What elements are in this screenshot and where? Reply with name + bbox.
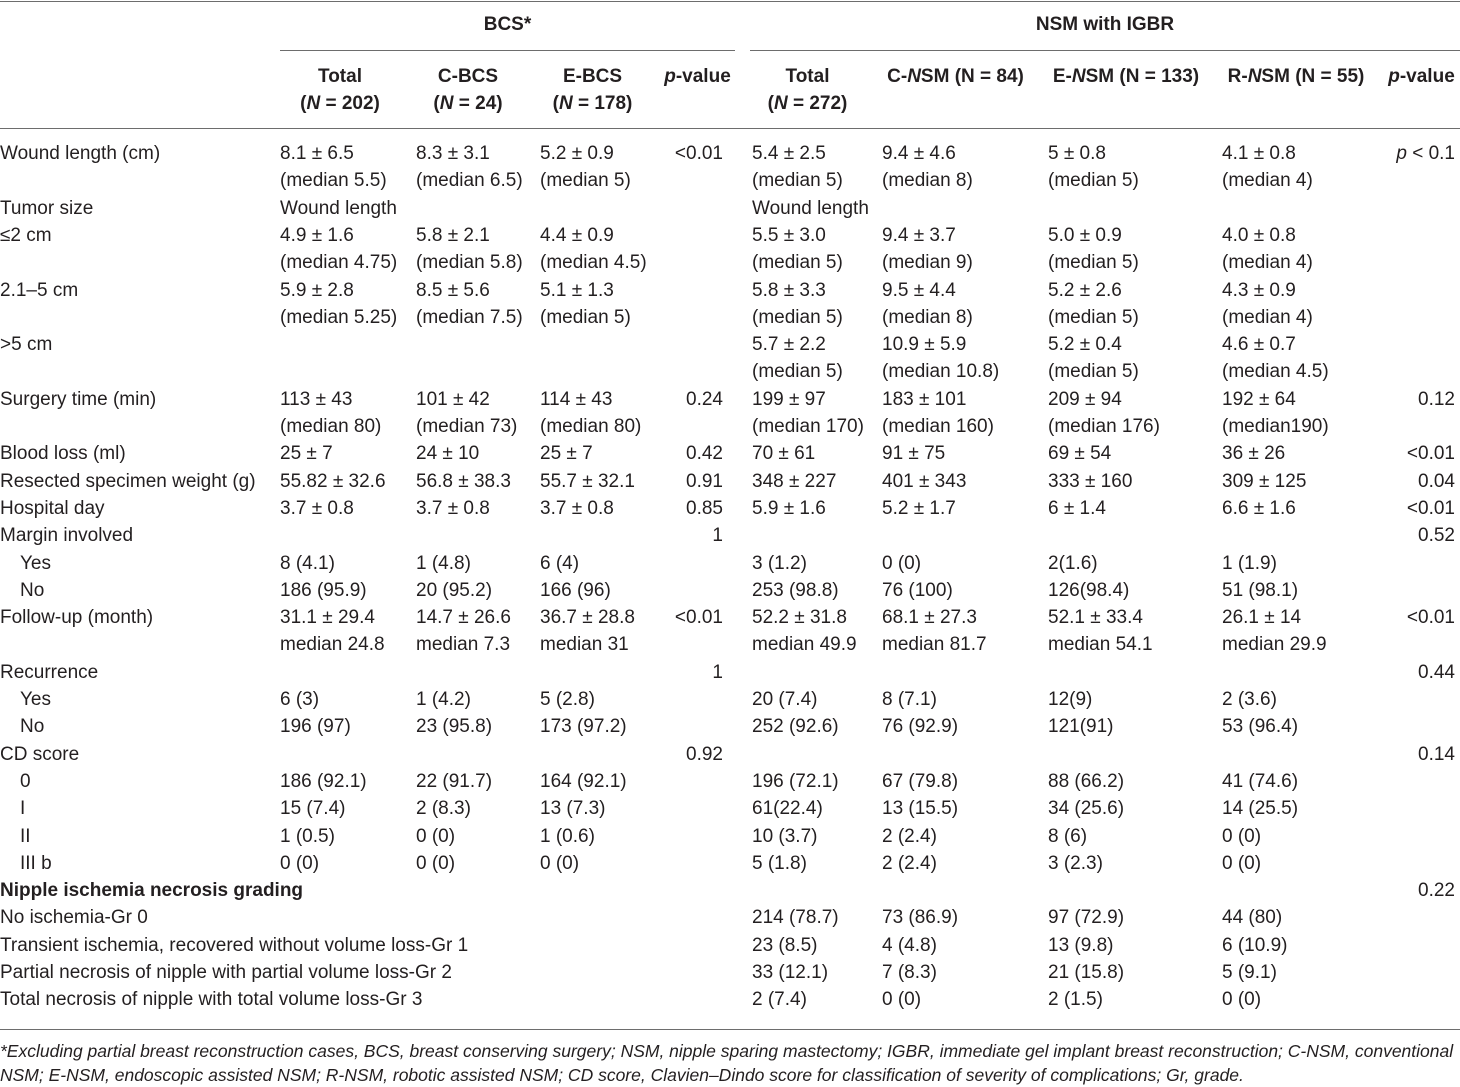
table-cell: <0.01 [674,143,723,164]
table-cell: 5.9 ± 1.6 [752,497,826,519]
table-cell: 8 (6) [1048,825,1088,847]
table-cell: 0 (0) [1222,825,1262,847]
table-cell: 5.7 ± 2.2 (median 5) [752,334,843,383]
table-cell: 186 (92.1) [280,770,367,792]
table-cell: 1 [712,661,723,683]
nsm-group-rule [750,50,1460,51]
table-row [0,440,1460,467]
table-cell: 36 ± 26 [1222,443,1286,465]
header-rule [0,128,1460,129]
table-cell: 5.8 ± 3.3 (median 5) [752,279,843,328]
col-r-nsm: R-NSM (N = 55) [1227,66,1365,87]
table-cell: 1 (4.2) [416,689,471,710]
table-cell: 0 (0) [882,989,922,1011]
table-cell: 24 ± 10 [416,443,480,465]
table-cell: 0 (0) [280,852,320,874]
table-row [0,932,1460,959]
table-cell: 31.1 ± 29.4 median 24.8 [280,607,385,656]
table-cell: 0.14 [1418,743,1455,765]
table-footnote: *Excluding partial breast reconstruction cases, BCS, breast conserving surgery; NSM, nipple sparing mastectomy; IGBR, immediate gel implant breast reconstruction; C-NSM, conventional NSM; E-NSM, endoscopic assisted NSM; R-NSM, robotic assisted NSM; CD score, Clavien–Dindo score for classification of severity of complications; Gr, grade. [0,1041,1454,1085]
table-cell: p < 0.1 [1396,143,1455,164]
table-cell: 166 (96) [540,579,611,601]
col-e-bcs: E-BCS (N = 178) [552,66,633,115]
table-cell: 23 (8.5) [752,934,818,956]
table-row [0,904,1460,931]
table-cell: 15 (7.4) [280,798,346,820]
table-cell: 6 (3) [280,689,320,710]
table-cell: 214 (78.7) [752,907,839,929]
table-cell: 8.5 ± 5.6 (median 7.5) [416,279,523,328]
table-cell: 33 (12.1) [752,962,829,983]
table-cell: 3.7 ± 0.8 [280,497,354,519]
table-row [0,222,1460,277]
table-row [0,741,1460,768]
col-nsm-pvalue: p-value [1388,66,1455,87]
row-label: Hospital day [0,497,105,519]
row-label: Partial necrosis of nipple with partial volume loss-Gr 2 [0,962,452,983]
col-nsm-total: Total (N = 272) [767,66,848,115]
table-cell: 55.82 ± 32.6 [280,470,386,492]
table-row [0,331,1460,386]
table-cell: 2(1.6) [1048,552,1098,574]
table-cell: 55.7 ± 32.1 [540,470,635,492]
table-cell: 5 (1.8) [752,852,807,874]
column-headers [0,63,1460,123]
table-cell: 253 (98.8) [752,579,839,601]
table-row [0,986,1460,1013]
table-row [0,659,1460,686]
table-cell: 52.1 ± 33.4 median 54.1 [1048,607,1153,656]
table-cell: 4.1 ± 0.8 (median 4) [1222,143,1313,192]
table-cell: 3 (2.3) [1048,852,1103,874]
table-cell: 2 (7.4) [752,989,807,1011]
table-cell: 1 (0.6) [540,825,595,847]
table-cell: 4.9 ± 1.6 (median 4.75) [280,224,398,274]
table-cell: 69 ± 54 [1048,443,1112,465]
table-row [0,195,1460,222]
table-cell: 5.2 ± 2.6 (median 5) [1048,279,1139,328]
table-cell: 20 (95.2) [416,579,493,601]
table-cell: 0 (0) [1222,852,1262,874]
table-cell: 13 (7.3) [540,798,606,820]
table-cell: 0.85 [686,497,723,519]
table-cell: 3 (1.2) [752,552,807,574]
table-cell: 0.04 [1418,470,1455,492]
table-cell: 76 (92.9) [882,716,959,738]
row-label: Surgery time (min) [0,388,157,410]
table-cell: 121(91) [1048,716,1114,738]
table-cell: 36.7 ± 28.8 median 31 [540,607,635,656]
table-cell: 34 (25.6) [1048,798,1125,820]
table-cell: 0.91 [686,470,723,492]
table-cell: 101 ± 42 (median 73) [416,388,518,437]
table-cell: 348 ± 227 [752,470,837,492]
n-total-bcs: (N = 202) [300,93,380,115]
table-cell: 52.2 ± 31.8 median 49.9 [752,607,857,656]
row-label: Nipple ischemia necrosis grading [0,880,304,902]
table-cell: 114 ± 43 (median 80) [540,388,642,437]
table-cell: 3.7 ± 0.8 [540,497,614,519]
bcs-group-header: BCS* [483,14,532,35]
table-cell: <0.01 [674,607,723,629]
table-cell: 5 (9.1) [1222,962,1277,983]
table-row [0,686,1460,713]
table-cell: 8.3 ± 3.1 (median 6.5) [416,143,523,192]
table-cell: 6 (4) [540,552,580,574]
table-cell: 8 (7.1) [882,689,937,710]
row-label: Tumor size [0,197,94,219]
top-rule [0,1,1460,2]
table-row [0,577,1460,604]
table-cell: 5 (2.8) [540,689,595,710]
table-cell: <0.01 [1406,443,1455,465]
table-cell: 401 ± 343 [882,470,967,492]
table-cell: 173 (97.2) [540,716,627,738]
table-cell: 2 (2.4) [882,825,937,847]
table-cell: 76 (100) [882,579,953,601]
table-cell: 4.4 ± 0.9 (median 4.5) [540,224,647,274]
row-label: Total necrosis of nipple with total volume loss-Gr 3 [0,989,423,1011]
table-cell: 6 (10.9) [1222,934,1288,956]
table-cell: 4.3 ± 0.9 (median 4) [1222,279,1313,328]
row-label: 0 [20,770,31,792]
table-cell: 68.1 ± 27.3 median 81.7 [882,607,987,656]
row-label: Follow-up (month) [0,607,154,629]
table-cell: <0.01 [1406,497,1455,519]
row-label: I [20,798,26,820]
table-cell: 67 (79.8) [882,770,959,792]
table-row [0,495,1460,522]
row-label: Yes [20,552,51,574]
table-cell: 1 (0.5) [280,825,335,847]
table-cell: 5 ± 0.8 (median 5) [1048,143,1139,192]
table-cell: 5.0 ± 0.9 (median 5) [1048,224,1139,274]
table-cell: 196 (72.1) [752,770,839,792]
row-label: Resected specimen weight (g) [0,470,256,492]
table-cell: 44 (80) [1222,907,1283,929]
table-cell: 209 ± 94 (median 176) [1048,388,1160,437]
table-cell: 0.42 [686,443,723,465]
table-cell: 21 (15.8) [1048,962,1125,983]
table-cell: Wound length [280,197,397,219]
table-cell: 6 ± 1.4 [1048,497,1106,519]
row-label: II [20,825,31,847]
row-label: III b [20,852,52,874]
table-cell: 1 (4.8) [416,552,471,574]
table-row [0,386,1460,441]
table-cell: 1 (1.9) [1222,552,1277,574]
table-cell: 10.9 ± 5.9 (median 10.8) [882,334,1000,383]
row-label: ≤2 cm [0,224,52,246]
table-row [0,522,1460,549]
table-row [0,550,1460,577]
table-cell: 113 ± 43 (median 80) [280,388,382,437]
table-row [0,468,1460,495]
table-cell: 12(9) [1048,689,1093,710]
row-label: Wound length (cm) [0,143,161,164]
table-cell: 5.9 ± 2.8 (median 5.25) [280,279,398,328]
table-cell: 0.12 [1418,388,1455,410]
bcs-group-rule [280,50,735,51]
table-cell: 23 (95.8) [416,716,493,738]
table-cell: 9.4 ± 3.7 (median 9) [882,224,973,274]
table-cell: 6.6 ± 1.6 [1222,497,1296,519]
row-label: CD score [0,743,80,765]
table-cell: 5.4 ± 2.5 (median 5) [752,143,843,192]
table-cell: 1 [712,525,723,547]
row-label: Transient ischemia, recovered without volume loss-Gr 1 [0,934,469,956]
table-cell: 9.5 ± 4.4 (median 8) [882,279,973,328]
table-row [0,604,1460,659]
row-label: Recurrence [0,661,99,683]
table-cell: 4 (4.8) [882,934,937,956]
table-cell: 0.44 [1418,661,1455,683]
table-cell: 25 ± 7 [280,443,333,465]
table-cell: 61(22.4) [752,798,823,820]
table-cell: 73 (86.9) [882,907,959,929]
table-cell: 0.22 [1418,880,1455,902]
table-cell: 4.6 ± 0.7 (median 4.5) [1222,334,1329,383]
row-label: Margin involved [0,525,134,547]
col-bcs-pvalue: p-value [664,66,731,87]
table-cell: 13 (15.5) [882,798,959,820]
table-cell: 5.8 ± 2.1 (median 5.8) [416,224,523,274]
table-cell: 41 (74.6) [1222,770,1299,792]
nsm-group-header: NSM with IGBR [1035,14,1175,35]
table-cell: 5.2 ± 0.9 (median 5) [540,143,631,192]
table-cell: 309 ± 125 [1222,470,1307,492]
table-cell: 186 (95.9) [280,579,367,601]
table-cell: 8 (4.1) [280,552,335,574]
table-cell: 0.24 [686,388,723,410]
table-cell: 9.4 ± 4.6 (median 8) [882,143,973,192]
table-cell: 0 (0) [1222,989,1262,1011]
table-cell: 0 (0) [416,825,456,847]
table-cell: 13 (9.8) [1048,934,1114,956]
table-cell: 53 (96.4) [1222,716,1299,738]
table-cell: 97 (72.9) [1048,907,1125,929]
table-row [0,823,1460,850]
table-cell: 0.52 [1418,525,1455,547]
table-row [0,713,1460,740]
table-cell: 199 ± 97 (median 170) [752,388,864,437]
table-cell: 70 ± 61 [752,443,816,465]
table-cell: 14 (25.5) [1222,798,1299,820]
table-cell: 5.2 ± 1.7 [882,497,956,519]
table-cell: 196 (97) [280,716,351,738]
table-cell: 14.7 ± 26.6 median 7.3 [416,607,511,656]
table-cell: Wound length [752,197,869,219]
row-label: No ischemia-Gr 0 [0,907,148,929]
table-cell: 126(98.4) [1048,579,1130,601]
footer-rule [0,1029,1460,1030]
table-cell: 164 (92.1) [540,770,627,792]
row-label: Yes [20,689,51,710]
row-label: No [20,579,45,601]
table-cell: 2 (2.4) [882,852,937,874]
table-cell: 10 (3.7) [752,825,818,847]
table-cell: 22 (91.7) [416,770,493,792]
table-row [0,768,1460,795]
table-cell: 192 ± 64 (median190) [1222,388,1329,437]
table-cell: 51 (98.1) [1222,579,1299,601]
table-cell: 252 (92.6) [752,716,839,738]
table-cell: 2 (1.5) [1048,989,1103,1011]
col-c-bcs: C-BCS (N = 24) [433,66,503,115]
table-row [0,877,1460,904]
table-cell: 88 (66.2) [1048,770,1125,792]
table-cell: 333 ± 160 [1048,470,1133,492]
table-cell: 91 ± 75 [882,443,946,465]
row-label: 2.1–5 cm [0,279,79,301]
table-cell: 5.1 ± 1.3 (median 5) [540,279,631,328]
table-row [0,959,1460,986]
table-cell: 0 (0) [540,852,580,874]
table-cell: 2 (3.6) [1222,689,1277,710]
table-cell: 5.5 ± 3.0 (median 5) [752,224,843,274]
table-cell: 5.2 ± 0.4 (median 5) [1048,334,1139,383]
table-cell: 56.8 ± 38.3 [416,470,511,492]
table-cell: 183 ± 101 (median 160) [882,388,994,437]
table-cell: 8.1 ± 6.5 (median 5.5) [280,143,387,192]
row-label: No [20,716,45,738]
row-label: >5 cm [0,334,53,356]
table-row [0,140,1460,195]
table-cell: 0 (0) [416,852,456,874]
table-cell: 4.0 ± 0.8 (median 4) [1222,224,1313,274]
table-cell: 26.1 ± 14 median 29.9 [1222,607,1327,656]
table-cell: 25 ± 7 [540,443,593,465]
table-cell: 20 (7.4) [752,689,818,710]
table-cell: <0.01 [1406,607,1455,629]
row-label: Blood loss (ml) [0,443,126,465]
table-cell: 0 (0) [882,552,922,574]
table-cell: 0.92 [686,743,723,765]
col-bcs-total: Total (N = 202) [280,63,400,118]
table-row [0,277,1460,332]
table-row [0,850,1460,877]
col-c-nsm: C-NSM (N = 84) [887,66,1024,87]
col-e-nsm: E-NSM (N = 133) [1052,66,1200,87]
table-cell: 3.7 ± 0.8 [416,497,490,519]
table-row [0,795,1460,822]
table-cell: 2 (8.3) [416,798,471,820]
table-cell: 7 (8.3) [882,962,937,983]
